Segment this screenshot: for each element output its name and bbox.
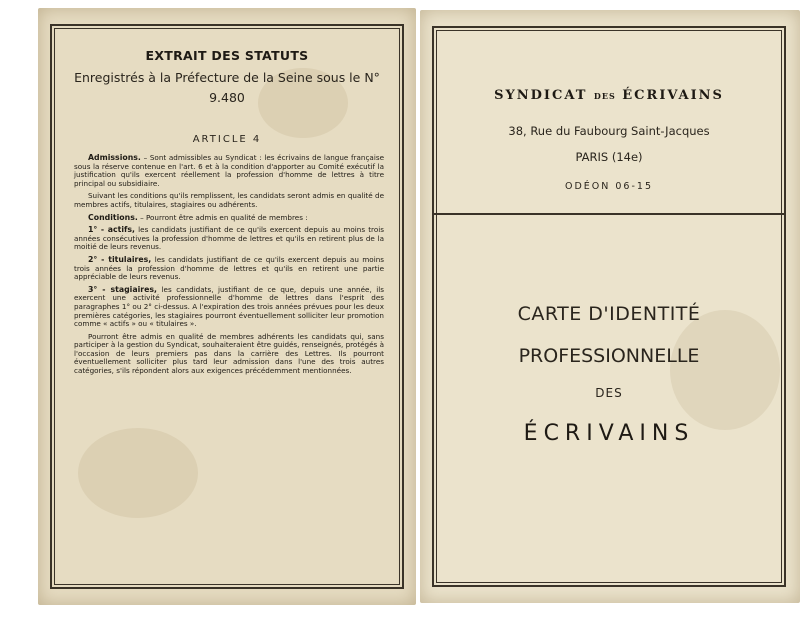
paragraph-adherents (74, 333, 384, 376)
paragraph-lead: 1° - actifs, (88, 225, 135, 235)
paragraph-lead: 3° - stagiaires, (88, 284, 158, 294)
statuts-subtitle: Enregistrés à la Préfecture de la Seine sous le N° 9.480 (74, 70, 380, 105)
organization-address: 38, Rue du Faubourg Saint-Jacques (508, 124, 710, 138)
paragraph-stagiaires (74, 286, 384, 329)
paragraph-admissions (74, 154, 384, 188)
paragraph-conditions (74, 214, 384, 223)
paragraph-lead: 2° - titulaires, (88, 254, 152, 264)
paragraph-text: les candidats justifiant de ce qu'ils exercent depuis au moins trois années la profession d'homme de lettres et qu'ils en retirent une partie appréciable de leurs revenus. (74, 254, 384, 282)
org-word: ÉCRIVAINS (622, 88, 724, 103)
organization-city: PARIS (14e) (575, 150, 643, 164)
article-heading: ARTICLE 4 (192, 134, 262, 145)
paragraph-lead: Admissions. (88, 153, 141, 162)
paragraph-lead: Conditions. (88, 212, 138, 222)
statuts-page (38, 8, 416, 605)
org-word: SYNDICAT (494, 88, 588, 103)
card-title-line4: ÉCRIVAINS (523, 421, 695, 446)
paragraph-titulaires (74, 256, 384, 282)
header-divider (434, 213, 784, 215)
paragraph-text: Pourront être admis en qualité de membres adhérents les candidats qui, sans participer à la gestion du Syndicat, souhaiteraient être guidés, renseignés, protégés à l'occasion de leurs premiers pas dans la carrière des Lettres. Ils pourront éventuellement solliciter plus tard leur admission dans l'une des trois autres catégories, s'ils répondent alors aux exigences précédemment mentionnées. (74, 331, 384, 376)
paragraph-categories (74, 192, 384, 209)
paragraph-text: les candidats justifiant de ce qu'ils exercent depuis au moins trois années consécutives la profession d'homme de lettres et qu'ils en retirent plus de la moitié de leurs revenus. (74, 225, 384, 252)
paragraph-text: Suivant les conditions qu'ils remplissent, les candidats seront admis en qualité de membres actifs, titulaires, stagiaires ou adhérents. (74, 191, 384, 209)
card-title-line1: CARTE D'IDENTITÉ (517, 303, 701, 325)
identity-card-cover (420, 10, 800, 603)
organization-name (434, 88, 784, 103)
organization-phone: ODÉON 06-15 (564, 181, 653, 192)
paragraph-text: – Pourront être admis en qualité de membres : (137, 212, 308, 222)
cover-border (432, 26, 786, 587)
statuts-body (74, 154, 384, 380)
org-word: DES (593, 91, 616, 101)
paragraph-text: les candidats, justifiant de ce que, depuis une année, ils exercent une activité professionnelle d'homme de lettres dans l'esprit des paragraphes 1° ou 2° ci-dessus. A l'expiration des trois années prévues pour les deux premières catégories, les stagiaires pourront éventuellement solliciter leur promotion comme « actifs » ou « titulaires ». (74, 284, 385, 329)
statuts-title: EXTRAIT DES STATUTS (145, 48, 309, 63)
paragraph-text: – Sont admissibles au Syndicat : les écrivains de langue française sous la réserve contenue en l'art. 6 et à la condition d'apporter au Comité exécutif la justification qu'ils exercent réellement la profession d'homme de lettres à titre principal ou subsidiaire. (74, 153, 384, 188)
card-title-line2: PROFESSIONNELLE (518, 345, 700, 367)
card-title-line3: DES (595, 386, 623, 400)
paragraph-actifs (74, 226, 384, 252)
